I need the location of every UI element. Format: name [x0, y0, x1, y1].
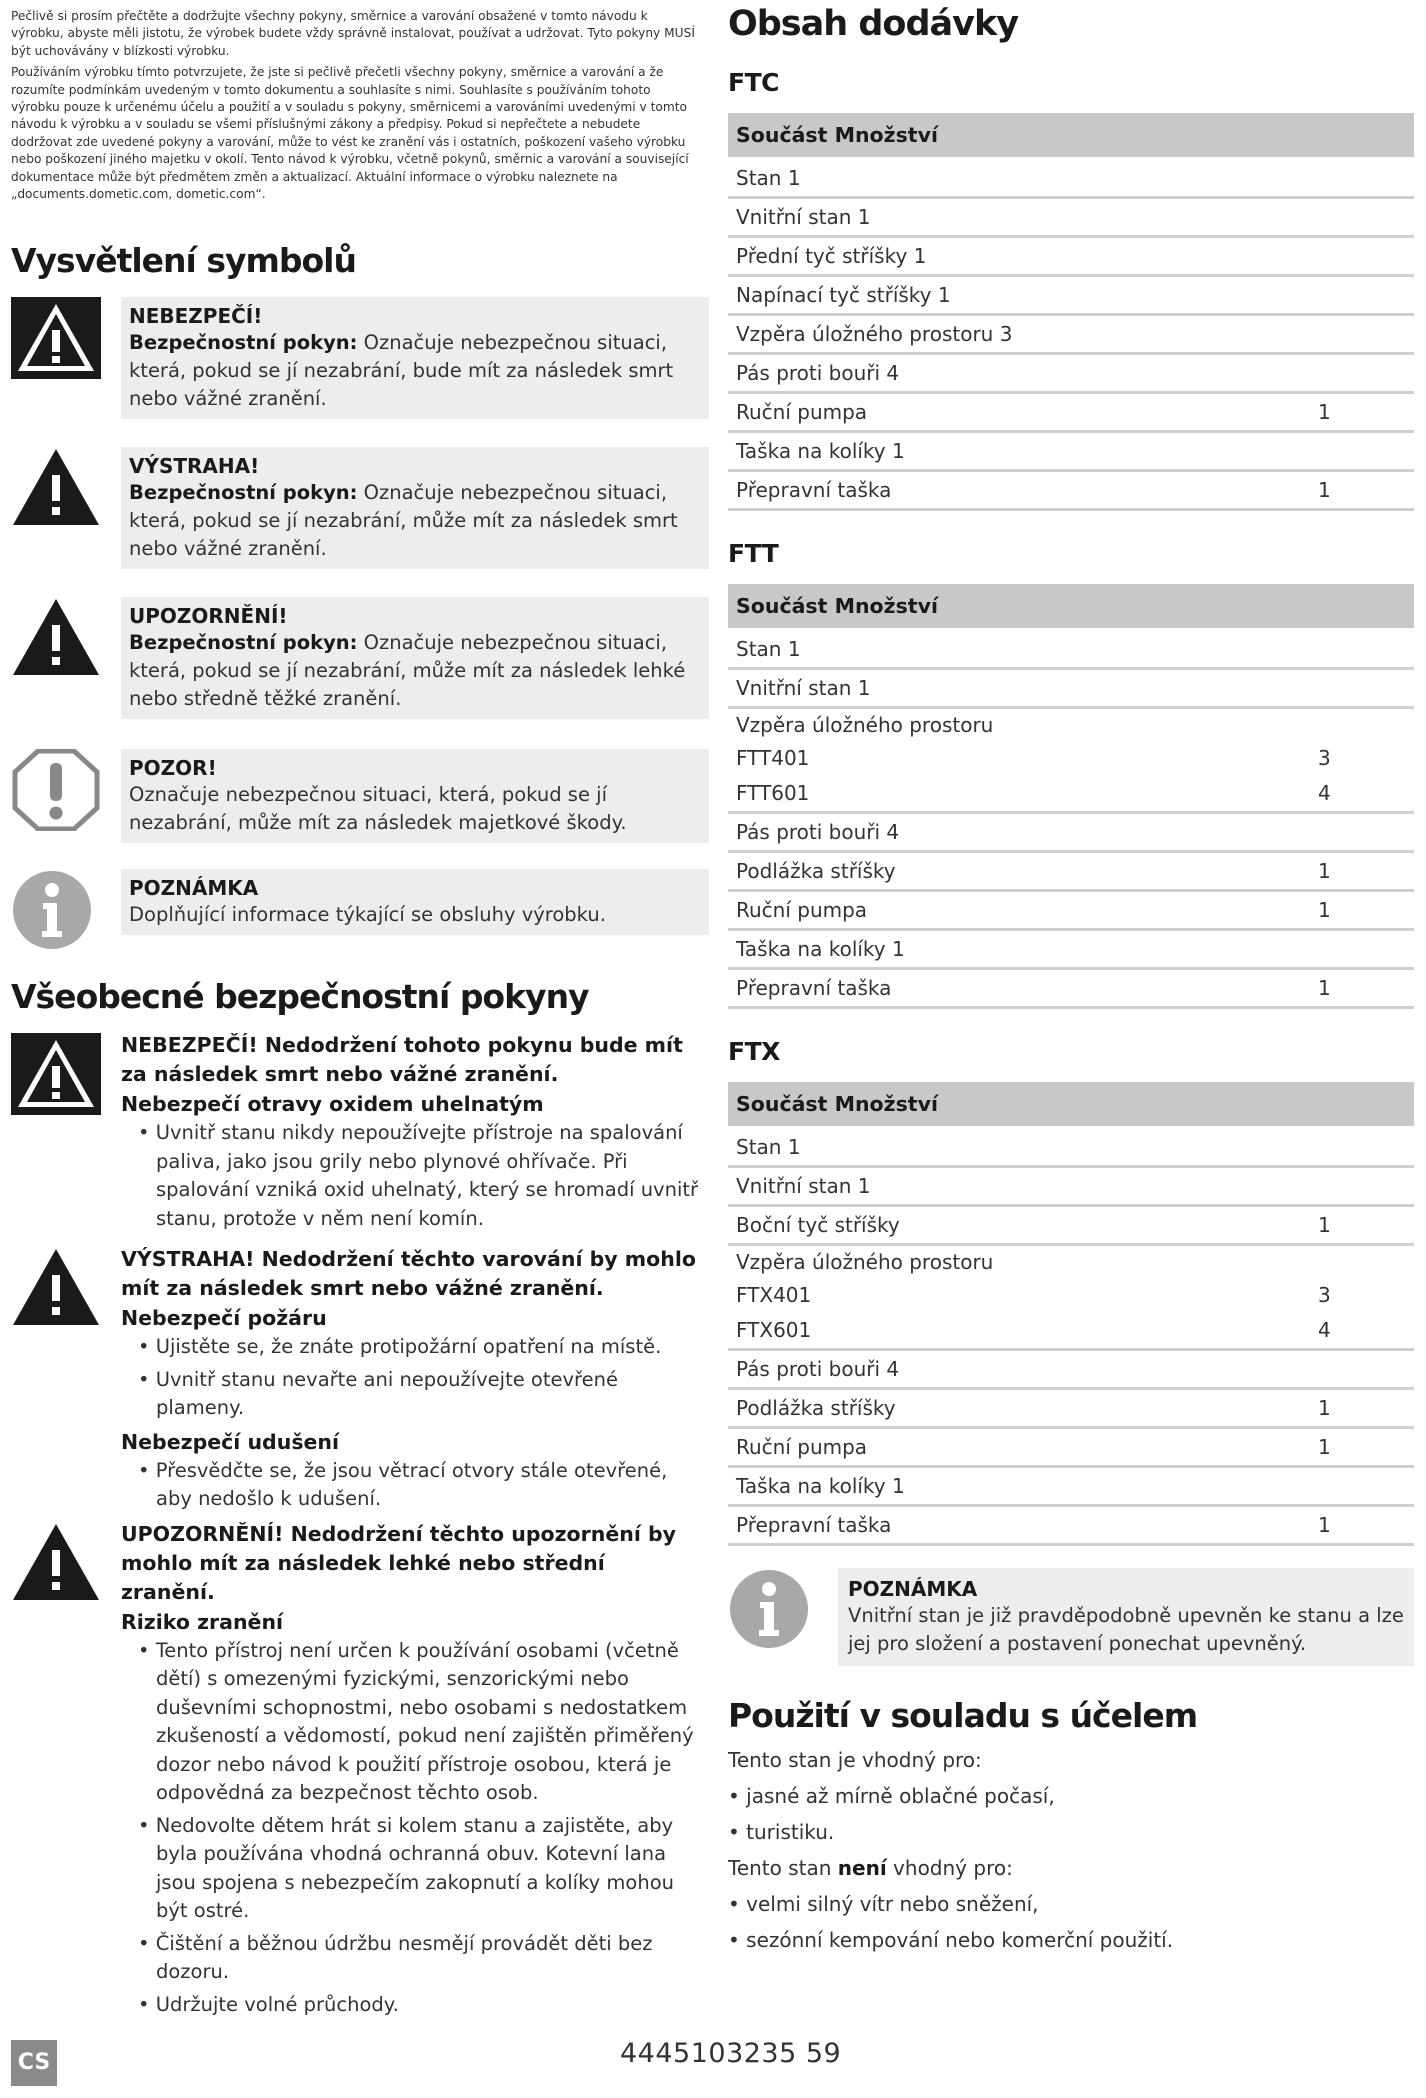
suitable-label: Tento stan je vhodný pro: — [728, 1748, 982, 1772]
notice-text: Označuje nebezpečnou situaci, která, pokud se jí nezabrání, může mít za následek majetkové škody. — [129, 783, 627, 835]
intro-paragraph-1: Pečlivě si prosím přečtěte a dodržujte všechny pokyny, směrnice a varování obsažené v tomto návodu k výrobku, abyste měli jistotu, že výrobek budete vždy správně instalovat, používat a udržovat. Tyto pokyny MUSÍ být uchovávány v blízkosti výrobku. — [11, 9, 695, 58]
ftt-heading: FTT — [728, 539, 779, 568]
notice-title: POZOR! — [129, 756, 217, 781]
caution-triangle-icon — [11, 597, 101, 679]
table-row: Podlážka stříšky 1 — [728, 853, 1414, 892]
general-danger-subheading: Nebezpečí otravy oxidem uhelnatým — [121, 1092, 544, 1117]
info-icon — [728, 1568, 818, 1650]
danger-text: Bezpečnostní pokyn: Označuje nebezpečnou situaci, která, pokud se jí nezabrání, bude mít za následek smrt nebo vážné zranění. — [129, 331, 674, 411]
table-row: FTT601 4 — [728, 775, 1414, 814]
caution-box — [121, 597, 709, 719]
note-title: POZNÁMKA — [129, 876, 259, 901]
table-row: Boční tyč stříšky 1 — [728, 1207, 1414, 1246]
general-caution-bullet: • Nedovolte dětem hrát si kolem stanu a zajistěte, aby byla používána vhodná ochranná obuv. Kotevní lana jsou spojena s nebezpečím zakopnutí a kolíky mohou být ostré. — [121, 1812, 699, 1926]
table-row: Pás proti bouři 4 — [728, 355, 1414, 394]
caution-triangle-icon — [11, 1522, 101, 1604]
warning-triangle-icon — [11, 1247, 101, 1329]
table-row: Přepravní taška 1 — [728, 472, 1414, 511]
suitable-item: • turistiku. — [728, 1814, 1414, 1850]
table-row: Vnitřní stan 1 — [728, 670, 1414, 709]
unsuitable-item: • velmi silný vítr nebo sněžení, — [728, 1886, 1414, 1922]
table-row: Podlážka stříšky 1 — [728, 1390, 1414, 1429]
symbol-danger — [11, 297, 699, 447]
table-row: Vnitřní stan 1 — [728, 199, 1414, 238]
ftx-heading: FTX — [728, 1037, 780, 1066]
general-warning-bullet: • Ujistěte se, že znáte protipožární opatření na místě. — [121, 1333, 699, 1362]
general-caution-bullet: • Čištění a běžnou údržbu nesmějí provádět děti bez dozoru. — [121, 1930, 699, 1987]
table-row: FTX601 4 — [728, 1312, 1414, 1351]
unsuitable-label: Tento stan není vhodný pro: — [728, 1856, 1013, 1880]
table-row: Napínací tyč stříšky 1 — [728, 277, 1414, 316]
table-row: Vzpěra úložného prostoru — [736, 1250, 994, 1274]
danger-sign-icon — [11, 297, 101, 379]
caution-text: Bezpečnostní pokyn: Označuje nebezpečnou situaci, která, pokud se jí nezabrání, může mít za následek lehké nebo středně těžké zranění. — [129, 631, 686, 711]
language-badge: CS — [11, 2040, 57, 2086]
warning-title: VÝSTRAHA! — [129, 454, 260, 479]
general-caution-heading: UPOZORNĚNÍ! Nedodržení těchto upozornění by mohlo mít za následek lehké nebo střední zranění. — [121, 1521, 677, 1604]
general-danger-block — [11, 1031, 699, 1233]
left-column — [11, 8, 699, 2023]
symbols-heading: Vysvětlení symbolů — [11, 241, 356, 281]
suitable-item: • jasné až mírně oblačné počasí, — [728, 1778, 1414, 1814]
intended-use — [728, 1742, 1414, 1958]
table-row: Stan 1 — [728, 631, 1414, 670]
table-row: Vzpěra úložného prostoru 3 — [728, 316, 1414, 355]
symbol-note — [11, 869, 699, 969]
general-caution-bullet: • Udržujte volné průchody. — [121, 1991, 699, 2020]
contents-note-box — [838, 1568, 1414, 1666]
general-warning-subheading-suffocation: Nebezpečí udušení — [121, 1429, 340, 1454]
table-row: Přepravní taška 1 — [728, 970, 1414, 1009]
general-caution-bullet: • Tento přístroj není určen k používání osobami (včetně dětí) s omezenými fyzickými, senzorickými nebo duševními schopnostmi, nebo osobami s nedostatkem zkušeností a vědomostí, pokud není zajištěn přiměřený dozor nebo návod k použití přístroje osobou, která je odpovědná za bezpečnost těchto osob. — [121, 1637, 699, 1808]
general-warning-block — [11, 1245, 699, 1514]
symbol-warning — [11, 447, 699, 597]
table-row: Přepravní taška 1 — [728, 1507, 1414, 1546]
table-row: Taška na kolíky 1 — [728, 433, 1414, 472]
info-icon — [11, 869, 101, 951]
table-row: Taška na kolíky 1 — [728, 931, 1414, 970]
general-safety-heading: Všeobecné bezpečnostní pokyny — [11, 977, 589, 1017]
contents-note-title: POZNÁMKA — [848, 1577, 978, 1601]
ftx-table — [728, 1082, 1414, 1546]
notice-octagon-icon — [11, 749, 101, 831]
note-box — [121, 869, 709, 935]
document-number: 4445103235 59 — [620, 2038, 842, 2069]
table-row: FTX401 3 — [736, 1283, 1331, 1307]
general-warning-heading: VÝSTRAHA! Nedodržení těchto varování by mohlo mít za následek smrt nebo vážné zranění. — [121, 1247, 696, 1301]
ftc-heading: FTC — [728, 68, 779, 97]
table-row: Stan 1 — [728, 160, 1414, 199]
caution-title: UPOZORNĚNÍ! — [129, 604, 288, 629]
danger-title: NEBEZPEČÍ! — [129, 304, 263, 329]
general-warning-bullet: • Přesvědčte se, že jsou větrací otvory stále otevřené, aby nedošlo k udušení. — [121, 1457, 699, 1514]
ftc-table-header: Součást Množství — [728, 113, 1414, 157]
table-row: Stan 1 — [728, 1129, 1414, 1168]
table-row: Přední tyč stříšky 1 — [728, 238, 1414, 277]
table-row: Ruční pumpa 1 — [728, 394, 1414, 433]
table-row: Taška na kolíky 1 — [728, 1468, 1414, 1507]
symbol-notice — [11, 749, 699, 869]
right-column — [728, 2, 1414, 1958]
notice-box — [121, 749, 709, 843]
danger-sign-icon — [11, 1033, 101, 1115]
table-row: Pás proti bouři 4 — [728, 1351, 1414, 1390]
ftt-table — [728, 584, 1414, 1009]
table-row: Ruční pumpa 1 — [728, 892, 1414, 931]
symbol-caution — [11, 597, 699, 749]
general-caution-subheading: Riziko zranění — [121, 1609, 284, 1634]
contents-note-text: Vnitřní stan je již pravděpodobně upevněn ke stanu a lze jej pro složení a postavení ponechat upevněný. — [848, 1604, 1404, 1655]
general-warning-subheading-fire: Nebezpečí požáru — [121, 1306, 327, 1331]
contents-heading: Obsah dodávky — [728, 4, 1019, 44]
table-row: Ruční pumpa 1 — [728, 1429, 1414, 1468]
warning-text: Bezpečnostní pokyn: Označuje nebezpečnou situaci, která, pokud se jí nezabrání, může mít za následek smrt nebo vážné zranění. — [129, 481, 678, 561]
table-row: Vzpěra úložného prostoru — [736, 713, 994, 737]
danger-box — [121, 297, 709, 419]
table-row: Vnitřní stan 1 — [728, 1168, 1414, 1207]
intended-use-heading: Použití v souladu s účelem — [728, 1696, 1198, 1735]
ftt-table-header: Součást Množství — [728, 584, 1414, 628]
contents-note — [728, 1568, 1414, 1688]
ftc-table — [728, 113, 1414, 511]
intro-paragraph-2: Používáním výrobku tímto potvrzujete, že jste si pečlivě přečetli všechny pokyny, směrnice a varování a že rozumíte podmínkám uvedeným v tomto dokumentu a souhlasíte s nimi. Souhlasíte s používáním tohoto výrobku pouze k určenému účelu a použití a v souladu s pokyny, směrnicemi a varováními uvedenými v tomto návodu k výrobku a v souladu se všemi příslušnými zákony a předpisy. Pokud si nepřečtete a nebudete dodržovat zde uvedené pokyny a varování, může to vést ke zranění vás i ostatních, poškození vašeho výrobku nebo poškození jiného majetku v okolí. Tento návod k výrobku, včetně pokynů, směrnic a varování a související dokumentace může být předmětem změn a aktualizací. Aktuální informace o výrobku naleznete na „documents.dometic.com, dometic.com“. — [11, 65, 689, 202]
general-caution-block — [11, 1520, 699, 2020]
general-danger-bullet: • Uvnitř stanu nikdy nepoužívejte přístroje na spalování paliva, jako jsou grily nebo plynové ohřívače. Při spalování vzniká oxid uhelnatý, který se hromadí uvnitř stanu, protože v něm není komín. — [121, 1119, 699, 1233]
intro-text — [11, 8, 699, 203]
warning-triangle-icon — [11, 447, 101, 529]
ftx-table-header: Součást Množství — [728, 1082, 1414, 1126]
table-row: FTT401 3 — [736, 746, 1331, 770]
general-warning-bullet: • Uvnitř stanu nevařte ani nepoužívejte otevřené plameny. — [121, 1366, 699, 1423]
note-text: Doplňující informace týkající se obsluhy výrobku. — [129, 903, 606, 927]
table-row: Pás proti bouři 4 — [728, 814, 1414, 853]
general-danger-heading: NEBEZPEČÍ! Nedodržení tohoto pokynu bude mít za následek smrt nebo vážné zranění. — [121, 1033, 683, 1087]
unsuitable-item: • sezónní kempování nebo komerční použití. — [728, 1922, 1414, 1958]
warning-box — [121, 447, 709, 569]
